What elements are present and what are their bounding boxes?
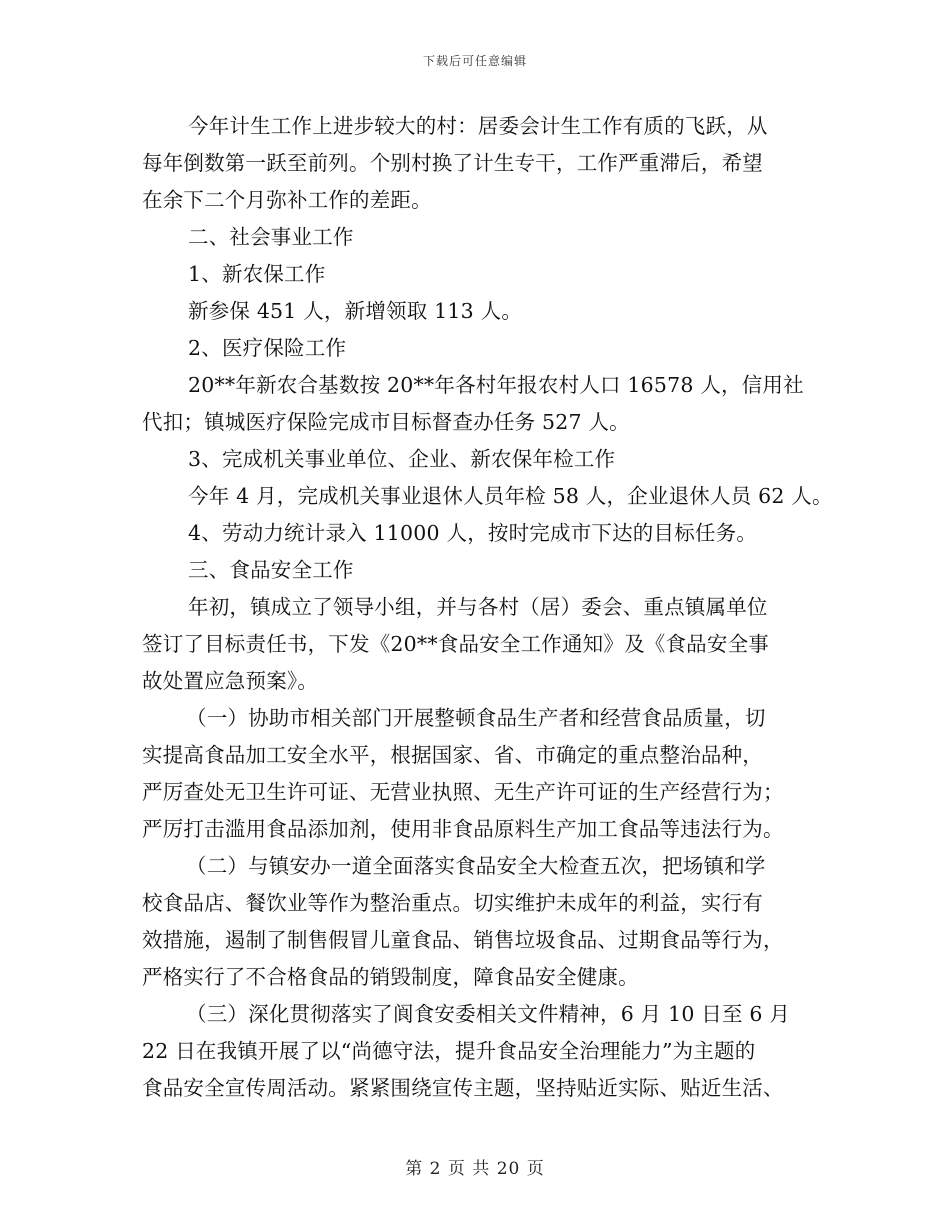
- paragraph-line: （二）与镇安办一道全面落实食品安全大检查五次，把场镇和学: [186, 854, 766, 878]
- paragraph-line: 新参保 451 人，新增领取 113 人。: [188, 299, 523, 323]
- section-heading: 二、社会事业工作: [188, 225, 354, 249]
- paragraph-line: 每年倒数第一跃至前列。个别村换了计生专干，工作严重滞后，希望: [142, 151, 763, 175]
- paragraph-line: 4、劳动力统计录入 11000 人，按时完成市下达的目标任务。: [188, 521, 757, 545]
- page-header: 下载后可任意编辑: [422, 54, 527, 68]
- subsection-heading: 2、医疗保险工作: [188, 336, 347, 360]
- paragraph-line: 今年计生工作上进步较大的村：居委会计生工作有质的飞跃，从: [188, 114, 768, 138]
- paragraph-line: 签订了目标责任书，下发《20**食品安全工作通知》及《食品安全事: [142, 632, 769, 656]
- paragraph-line: 故处置应急预案》。: [142, 669, 319, 693]
- subsection-heading: 1、新农保工作: [188, 262, 326, 286]
- paragraph-line: 效措施，遏制了制售假冒儿童食品、销售垃圾食品、过期食品等行为，: [142, 928, 784, 952]
- paragraph-line: 实提高食品加工安全水平，根据国家、省、市确定的重点整治品种，: [142, 743, 763, 767]
- paragraph-line: 严格实行了不合格食品的销毁制度，障食品安全健康。: [142, 965, 639, 989]
- paragraph-line: 22 日在我镇开展了以“尚德守法，提升食品安全治理能力”为主题的: [142, 1039, 756, 1063]
- paragraph-line: 今年 4 月，完成机关事业退休人员年检 58 人，企业退休人员 62 人。: [188, 484, 833, 508]
- subsection-heading: 3、完成机关事业单位、企业、新农保年检工作: [188, 447, 616, 471]
- paragraph-line: （一）协助市相关部门开展整顿食品生产者和经营食品质量，切: [186, 706, 766, 730]
- paragraph-line: 严厉查处无卫生许可证、无营业执照、无生产许可证的生产经营行为；: [142, 780, 784, 804]
- paragraph-line: 校食品店、餐饮业等作为整治重点。切实维护未成年的利益，实行有: [142, 891, 763, 915]
- paragraph-line: 严厉打击滥用食品添加剂，使用非食品原料生产加工食品等违法行为。: [142, 817, 784, 841]
- paragraph-line: （三）深化贯彻落实了阆食安委相关文件精神，6 月 10 日至 6 月: [186, 1002, 791, 1026]
- page-footer: 第 2 页 共 20 页: [405, 1159, 545, 1179]
- document-body: [142, 108, 833, 1107]
- paragraph-line: 食品安全宣传周活动。紧紧围绕宣传主题，坚持贴近实际、贴近生活、: [142, 1076, 784, 1100]
- paragraph-line: 年初，镇成立了领导小组，并与各村（居）委会、重点镇属单位: [188, 595, 768, 619]
- paragraph-line: 20**年新农合基数按 20**年各村年报农村人口 16578 人，信用社: [188, 373, 804, 397]
- paragraph-line: 在余下二个月弥补工作的差距。: [142, 188, 432, 212]
- paragraph-line: 代扣；镇城医疗保险完成市目标督查办任务 527 人。: [142, 410, 630, 434]
- section-heading: 三、食品安全工作: [188, 558, 354, 582]
